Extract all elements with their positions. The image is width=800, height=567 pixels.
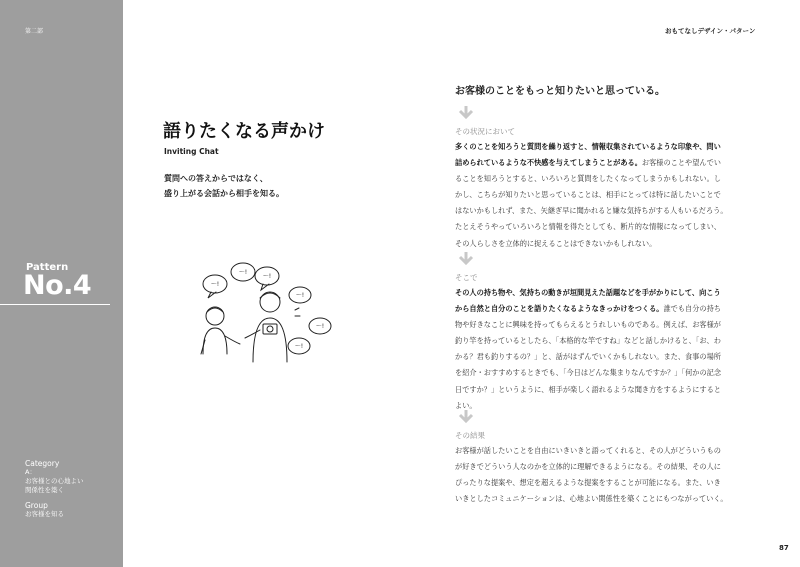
body-line: 詰められているような不快感を与えてしまうことがある。お客様のことや望んでい: [455, 158, 721, 168]
section-body-result: [455, 443, 765, 507]
body-line: よい。: [455, 400, 477, 410]
body-line: たとえそうやっていろいろと情報を得たとしても、断片的な情報になってしまい、: [455, 222, 721, 232]
down-arrow-icon: [458, 409, 474, 423]
bubble-text: 〜!: [238, 269, 248, 276]
english-subtitle: Inviting Chat: [164, 147, 219, 156]
body-line: はないかもしれず、また、矢継ぎ早に聞かれると嫌な気持ちがする人もいるだろう。: [455, 206, 728, 216]
section-body-therefore: [455, 285, 765, 414]
pattern-divider: [0, 304, 110, 305]
body-line: お客様が話したいことを自由にいきいきと語ってくれると、その人がどういうもの: [455, 446, 721, 455]
body-line: その人の持ち物や、気持ちの動きが垣間見えた話題などを手がかりにして、向こう: [455, 288, 721, 297]
category-line: 関係性を築く: [25, 486, 64, 494]
bubble-text: 〜!: [210, 281, 220, 288]
running-title: おもてなしデザイン・パターン: [665, 27, 756, 35]
body-line: 日ですか？」というように、相手が楽しく語れるような聞き方をするようにすると: [455, 384, 721, 394]
part-label: 第二部: [25, 28, 44, 35]
group-title: Group: [25, 501, 48, 510]
body-line: かる？君も釣りするの？」と、話がはずんでいくかもしれない。また、食事の場所: [455, 352, 721, 362]
section-label-therefore: そこで: [455, 273, 478, 282]
category-block: [25, 459, 120, 519]
body-line: ぴったりな提案や、想定を超えるような提案をすることが可能になる。また、いき: [455, 478, 721, 488]
body-line: ることを知ろうとすると、いろいろと質問をしたくなってしまうかもしれない。し: [455, 174, 721, 184]
down-arrow-icon: [458, 105, 474, 119]
sidebar: [0, 0, 123, 567]
bubble-text: 〜!: [262, 273, 272, 280]
section-label-context: その状況において: [455, 127, 515, 136]
lead-text: [164, 171, 284, 201]
section-label-result: その結果: [455, 431, 485, 440]
body-line: その人らしさを立体的に捉えることはできないかもしれない。: [455, 238, 657, 248]
body-line: かし、こちらが知りたいと思っていることは、相手にとっては特に話したいことで: [455, 190, 721, 200]
group-value: お客様を知る: [25, 510, 64, 518]
pattern-label: Pattern: [26, 262, 69, 273]
page-title: 語りたくなる声かけ: [163, 121, 325, 142]
context-heading: お客様のことをもっと知りたいと思っている。: [455, 86, 665, 97]
section-body-context: [455, 139, 765, 252]
category-line: お客様との心地よい: [25, 477, 84, 485]
body-line: が好きでどういう人なのかを立体的に理解できるようになる。その結果、その人に: [455, 462, 721, 472]
pattern-number: No.4: [23, 270, 92, 301]
body-line: 多くのことを知ろうと質問を繰り返すと、情報収集されているような印象や、問い: [455, 142, 721, 151]
lead-line: 質問への答えからではなく、: [164, 174, 268, 183]
body-line: から自然と自分のことを語りたくなるようなきっかけをつくる。誰でも自分の持ち: [455, 304, 721, 314]
bubble-text: 〜!: [315, 323, 325, 330]
conversation-illustration: [185, 250, 335, 370]
body-line: 物や好きなことに興味を持ってもらえるとうれしいものである。例えば、お客様が: [455, 320, 721, 330]
bubble-text: 〜!: [294, 343, 304, 350]
body-line: 釣り竿を持っているとしたら、「本格的な竿ですね」などと話しかけると、「お、わ: [455, 336, 721, 346]
lead-line: 盛り上がる会話から相手を知る。: [164, 189, 284, 198]
person-icon: [201, 307, 240, 354]
bubble-text: 〜!: [295, 292, 305, 299]
category-title: Category: [25, 459, 60, 468]
down-arrow-icon: [458, 251, 474, 265]
body-line: を紹介・おすすめするときでも、「今日はどんな集まりなんですか？」「何かの記念: [455, 368, 722, 378]
page-number: 87: [779, 544, 789, 552]
body-line: いきとしたコミュニケーションは、心地よい関係性を築くことにもつながっていく。: [455, 494, 728, 504]
category-code: A：: [25, 468, 36, 476]
